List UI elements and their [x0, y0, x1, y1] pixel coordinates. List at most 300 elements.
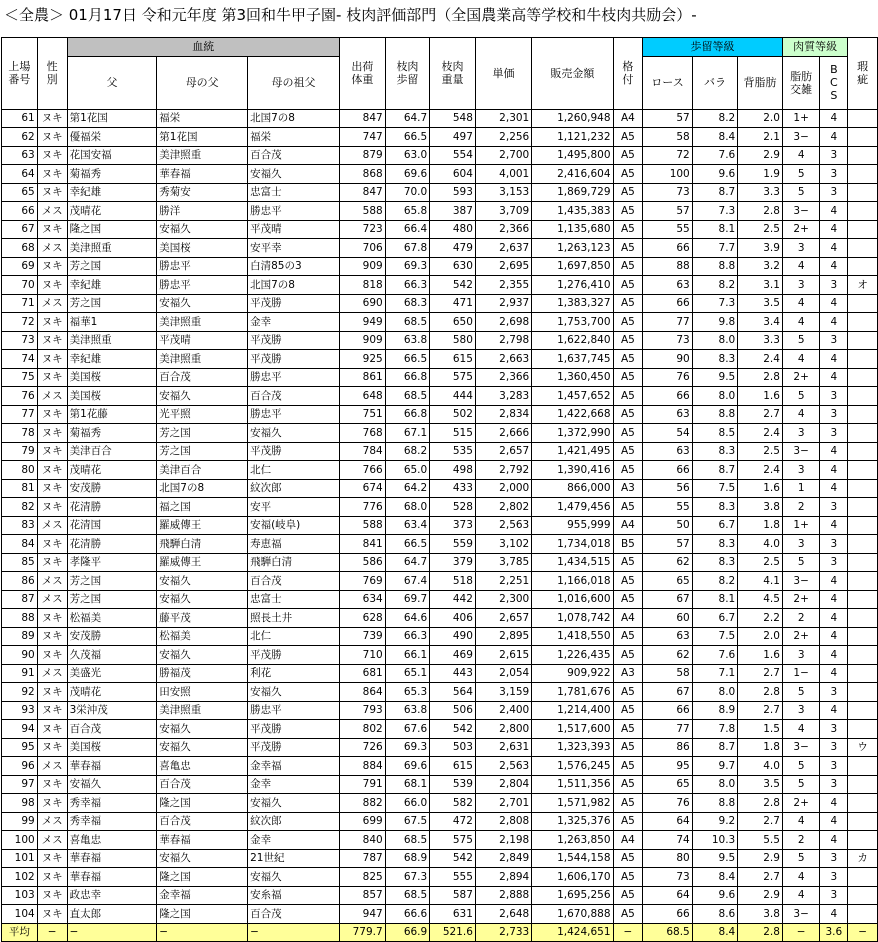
cell-grade: A5 — [613, 331, 643, 350]
header-bcs-label: B C S — [830, 63, 838, 102]
cell-defect — [848, 331, 878, 350]
cell-dam-sire: 喜亀忠 — [157, 757, 248, 776]
cell-ship-weight: 825 — [340, 868, 386, 887]
cell-defect — [848, 868, 878, 887]
cell-loin: 67 — [643, 683, 693, 702]
cell-bms: 3 — [782, 424, 820, 443]
cell-unit-price: 2,657 — [475, 609, 531, 628]
cell-rib: 8.1 — [692, 220, 737, 239]
cell-sex: ヌキ — [37, 775, 67, 794]
cell-grade: B5 — [613, 535, 643, 554]
cell-yield: 66.5 — [385, 128, 430, 147]
cell-sale-amount: 1,263,850 — [532, 831, 613, 850]
cell-unit-price: 2,808 — [475, 812, 531, 831]
cell-back-fat: 3.8 — [738, 905, 783, 924]
cell-yield: 64.6 — [385, 609, 430, 628]
cell-sex: ヌキ — [37, 553, 67, 572]
cell-bms: 1− — [782, 664, 820, 683]
cell-back-fat: 3.3 — [738, 183, 783, 202]
cell-unit-price: 2,798 — [475, 331, 531, 350]
cell-sale-amount: 909,922 — [532, 664, 613, 683]
cell-defect — [848, 627, 878, 646]
table-row — [2, 313, 878, 332]
cell-back-fat: 1.6 — [738, 646, 783, 665]
cell-back-fat: 4.0 — [738, 535, 783, 554]
cell-carcass-weight: 480 — [430, 220, 476, 239]
cell-sire: 美国桜 — [67, 738, 157, 757]
cell-unit-price: 2,251 — [475, 572, 531, 591]
cell-unit-price: 2,301 — [475, 109, 531, 128]
cell-sex: ヌキ — [37, 405, 67, 424]
cell-sire: 安茂勝 — [67, 479, 157, 498]
cell-bms: 3 — [782, 701, 820, 720]
cell-dam-sire: 美津照重 — [157, 313, 248, 332]
cell-dam-grandsire: 利花 — [248, 664, 340, 683]
cell-unit-price: 2,792 — [475, 461, 531, 480]
cell-dam-grandsire: 安福久 — [248, 868, 340, 887]
cell-dam-sire: 百合茂 — [157, 368, 248, 387]
cell-unit-price: 2,000 — [475, 479, 531, 498]
cell-yield: 66.1 — [385, 646, 430, 665]
cell-bcs: 3 — [820, 405, 848, 424]
table-body — [2, 109, 878, 941]
cell-sire: 菊福秀 — [67, 165, 157, 184]
cell-unit-price: 2,563 — [475, 516, 531, 535]
cell-ship-weight: 768 — [340, 424, 386, 443]
cell-unit-price: 2,849 — [475, 849, 531, 868]
cell-sale-amount: 1,695,256 — [532, 886, 613, 905]
cell-sex: メス — [37, 294, 67, 313]
cell-sex: メス — [37, 757, 67, 776]
cell-dam-sire: 華春福 — [157, 165, 248, 184]
cell-grade: A4 — [613, 516, 643, 535]
cell-dam-sire: 美津百合 — [157, 461, 248, 480]
header-dam-grandsire: 母の祖父 — [248, 56, 340, 109]
cell-rib: 8.8 — [692, 405, 737, 424]
cell-sex: − — [37, 923, 67, 941]
table-row — [2, 886, 878, 905]
cell-yield: 65.8 — [385, 202, 430, 221]
cell-ship-weight: 802 — [340, 720, 386, 739]
header-yield — [385, 38, 430, 110]
table-row — [2, 128, 878, 147]
cell-bcs: 3 — [820, 886, 848, 905]
cell-defect — [848, 905, 878, 924]
cell-sale-amount: 1,435,383 — [532, 202, 613, 221]
cell-ship-weight: 793 — [340, 701, 386, 720]
cell-dam-grandsire: 紋次郎 — [248, 812, 340, 831]
cell-dam-grandsire: 福栄 — [248, 128, 340, 147]
cell-bcs: 3 — [820, 757, 848, 776]
cell-lot: 84 — [2, 535, 38, 554]
cell-dam-grandsire: 忠富士 — [248, 590, 340, 609]
cell-back-fat: 2.2 — [738, 609, 783, 628]
cell-loin: 64 — [643, 886, 693, 905]
cell-ship-weight: 751 — [340, 405, 386, 424]
cell-defect — [848, 479, 878, 498]
cell-rib: 9.7 — [692, 757, 737, 776]
cell-dam-sire: 華春福 — [157, 831, 248, 850]
cell-sex: ヌキ — [37, 331, 67, 350]
table-row — [2, 868, 878, 887]
cell-ship-weight: 779.7 — [340, 923, 386, 941]
cell-ship-weight: 699 — [340, 812, 386, 831]
cell-sex: ヌキ — [37, 368, 67, 387]
cell-sex: メス — [37, 831, 67, 850]
cell-sire: 茂晴花 — [67, 461, 157, 480]
cell-grade: A5 — [613, 424, 643, 443]
cell-loin: 57 — [643, 109, 693, 128]
cell-ship-weight: 739 — [340, 627, 386, 646]
cell-dam-grandsire: 安福久 — [248, 794, 340, 813]
cell-lot: 78 — [2, 424, 38, 443]
cell-back-fat: 2.0 — [738, 627, 783, 646]
header-sex-label: 性 別 — [46, 60, 58, 87]
cell-bcs: 3 — [820, 498, 848, 517]
cell-yield: 69.6 — [385, 165, 430, 184]
cell-yield: 65.1 — [385, 664, 430, 683]
cell-bcs: 4 — [820, 479, 848, 498]
cell-sire: 美国桜 — [67, 368, 157, 387]
cell-carcass-weight: 433 — [430, 479, 476, 498]
cell-carcass-weight: 575 — [430, 368, 476, 387]
cell-yield: 65.0 — [385, 461, 430, 480]
cell-back-fat: 2.7 — [738, 405, 783, 424]
cell-grade: A5 — [613, 183, 643, 202]
cell-bcs: 4 — [820, 442, 848, 461]
cell-sire: 福華1 — [67, 313, 157, 332]
cell-bcs: 3.6 — [820, 923, 848, 941]
cell-lot: 87 — [2, 590, 38, 609]
header-lot-label: 上場 番号 — [8, 60, 31, 87]
table-row — [2, 442, 878, 461]
table-row — [2, 849, 878, 868]
cell-lot: 61 — [2, 109, 38, 128]
cell-loin: 80 — [643, 849, 693, 868]
cell-rib: 8.0 — [692, 387, 737, 406]
cell-back-fat: 4.0 — [738, 757, 783, 776]
cell-bcs: 4 — [820, 109, 848, 128]
cell-yield: 69.6 — [385, 757, 430, 776]
cell-carcass-weight: 548 — [430, 109, 476, 128]
cell-ship-weight: 747 — [340, 128, 386, 147]
cell-rib: 8.5 — [692, 424, 737, 443]
cell-lot: 100 — [2, 831, 38, 850]
cell-back-fat: 3.2 — [738, 257, 783, 276]
cell-unit-price: 3,283 — [475, 387, 531, 406]
cell-sire: 芳之国 — [67, 257, 157, 276]
cell-yield: 68.1 — [385, 775, 430, 794]
cell-yield: 63.4 — [385, 516, 430, 535]
cell-sale-amount: 1,263,123 — [532, 239, 613, 258]
cell-grade: A5 — [613, 313, 643, 332]
cell-bcs: 3 — [820, 276, 848, 295]
cell-sire: 花清勝 — [67, 498, 157, 517]
cell-yield: 64.2 — [385, 479, 430, 498]
cell-dam-sire: 福之国 — [157, 498, 248, 517]
cell-sex: メス — [37, 812, 67, 831]
header-loin: ロース — [643, 56, 693, 109]
cell-dam-grandsire: 平茂晴 — [248, 220, 340, 239]
table-row — [2, 831, 878, 850]
cell-dam-sire: 第1花国 — [157, 128, 248, 147]
cell-lot: 74 — [2, 350, 38, 369]
cell-rib: 8.4 — [692, 128, 737, 147]
table-row — [2, 257, 878, 276]
cell-lot: 104 — [2, 905, 38, 924]
cell-back-fat: 1.9 — [738, 165, 783, 184]
cell-carcass-weight: 593 — [430, 183, 476, 202]
cell-defect — [848, 387, 878, 406]
cell-dam-sire: 藤平茂 — [157, 609, 248, 628]
cell-ship-weight: 690 — [340, 294, 386, 313]
cell-lot: 80 — [2, 461, 38, 480]
cell-unit-price: 2,648 — [475, 905, 531, 924]
cell-grade: A5 — [613, 405, 643, 424]
cell-carcass-weight: 498 — [430, 461, 476, 480]
cell-dam-grandsire: 照長土井 — [248, 609, 340, 628]
cell-back-fat: 2.7 — [738, 812, 783, 831]
header-defect — [848, 38, 878, 110]
cell-dam-grandsire: 平茂勝 — [248, 720, 340, 739]
cell-lot: 86 — [2, 572, 38, 591]
cell-dam-grandsire: 平茂勝 — [248, 350, 340, 369]
header-rib: バラ — [692, 56, 737, 109]
cell-yield: 63.8 — [385, 331, 430, 350]
cell-dam-grandsire: 勝忠平 — [248, 405, 340, 424]
cell-yield: 68.5 — [385, 831, 430, 850]
cell-carcass-weight: 406 — [430, 609, 476, 628]
cell-sex: ヌキ — [37, 313, 67, 332]
cell-bcs: 4 — [820, 812, 848, 831]
cell-bms: 1+ — [782, 109, 820, 128]
cell-loin: 65 — [643, 572, 693, 591]
cell-ship-weight: 864 — [340, 683, 386, 702]
table-row — [2, 775, 878, 794]
header-yield-grade: 歩留等級 — [643, 38, 783, 57]
cell-bms: 3 — [782, 535, 820, 554]
header-meat-grade: 肉質等級 — [782, 38, 847, 57]
cell-carcass-weight: 518 — [430, 572, 476, 591]
cell-lot: 96 — [2, 757, 38, 776]
cell-grade: A5 — [613, 627, 643, 646]
cell-ship-weight: 857 — [340, 886, 386, 905]
cell-sire: 花国安福 — [67, 146, 157, 165]
cell-rib: 6.7 — [692, 516, 737, 535]
table-row — [2, 294, 878, 313]
cell-dam-grandsire: 勝忠平 — [248, 202, 340, 221]
cell-loin: 66 — [643, 239, 693, 258]
cell-ship-weight: 648 — [340, 387, 386, 406]
cell-carcass-weight: 615 — [430, 350, 476, 369]
cell-rib: 7.5 — [692, 627, 737, 646]
cell-bms: 3− — [782, 572, 820, 591]
cell-grade: A5 — [613, 128, 643, 147]
cell-bms: 2+ — [782, 590, 820, 609]
cell-ship-weight: 706 — [340, 239, 386, 258]
cell-back-fat: 1.5 — [738, 720, 783, 739]
cell-sire: 隆之国 — [67, 220, 157, 239]
cell-dam-grandsire: 百合茂 — [248, 905, 340, 924]
cell-ship-weight: 791 — [340, 775, 386, 794]
cell-bms: 5 — [782, 183, 820, 202]
cell-loin: 55 — [643, 220, 693, 239]
table-row — [2, 590, 878, 609]
cell-rib: 7.3 — [692, 294, 737, 313]
cell-lot: 94 — [2, 720, 38, 739]
cell-carcass-weight: 443 — [430, 664, 476, 683]
cell-rib: 8.8 — [692, 257, 737, 276]
cell-dam-sire: 安福久 — [157, 590, 248, 609]
cell-bms: 4 — [782, 405, 820, 424]
cell-dam-grandsire: 安福久 — [248, 683, 340, 702]
cell-sire: 久茂福 — [67, 646, 157, 665]
cell-ship-weight: 628 — [340, 609, 386, 628]
cell-bcs: 4 — [820, 202, 848, 221]
carcass-results-table — [1, 37, 878, 942]
cell-defect — [848, 516, 878, 535]
cell-lot: 91 — [2, 664, 38, 683]
cell-unit-price: 2,733 — [475, 923, 531, 941]
cell-sale-amount: 1,479,456 — [532, 498, 613, 517]
cell-lot: 68 — [2, 239, 38, 258]
cell-dam-sire: 美津照重 — [157, 350, 248, 369]
cell-dam-sire: 安福久 — [157, 387, 248, 406]
cell-bcs: 4 — [820, 831, 848, 850]
cell-bms: 2+ — [782, 627, 820, 646]
cell-grade: A5 — [613, 775, 643, 794]
cell-yield: 70.0 — [385, 183, 430, 202]
cell-defect — [848, 683, 878, 702]
cell-rib: 8.3 — [692, 553, 737, 572]
cell-sex: ヌキ — [37, 683, 67, 702]
cell-ship-weight: 847 — [340, 109, 386, 128]
cell-carcass-weight: 387 — [430, 202, 476, 221]
cell-unit-price: 2,701 — [475, 794, 531, 813]
cell-carcass-weight: 472 — [430, 812, 476, 831]
cell-sale-amount: 1,078,742 — [532, 609, 613, 628]
cell-back-fat: 2.0 — [738, 109, 783, 128]
cell-sale-amount: 1,781,676 — [532, 683, 613, 702]
cell-ship-weight: 674 — [340, 479, 386, 498]
cell-unit-price: 2,663 — [475, 350, 531, 369]
cell-dam-sire: 田安照 — [157, 683, 248, 702]
table-row — [2, 183, 878, 202]
cell-unit-price: 2,256 — [475, 128, 531, 147]
cell-bms: 3− — [782, 738, 820, 757]
header-carcass-weight-label: 枝肉 重量 — [441, 60, 464, 87]
cell-sire: 直太郎 — [67, 905, 157, 924]
header-yield-label: 枝肉 歩留 — [396, 60, 419, 87]
cell-bcs: 4 — [820, 350, 848, 369]
cell-rib: 8.3 — [692, 442, 737, 461]
cell-back-fat: 2.4 — [738, 424, 783, 443]
cell-grade: A4 — [613, 831, 643, 850]
cell-carcass-weight: 631 — [430, 905, 476, 924]
table-row — [2, 109, 878, 128]
cell-ship-weight: 769 — [340, 572, 386, 591]
cell-grade: A3 — [613, 664, 643, 683]
cell-bcs: 4 — [820, 368, 848, 387]
cell-ship-weight: 818 — [340, 276, 386, 295]
cell-defect — [848, 664, 878, 683]
cell-bcs: 3 — [820, 553, 848, 572]
cell-defect — [848, 294, 878, 313]
cell-sire: 華春福 — [67, 757, 157, 776]
cell-carcass-weight: 535 — [430, 442, 476, 461]
cell-sire: 茂晴花 — [67, 202, 157, 221]
cell-sale-amount: 1,260,948 — [532, 109, 613, 128]
cell-unit-price: 2,804 — [475, 775, 531, 794]
cell-grade: A5 — [613, 294, 643, 313]
cell-rib: 7.8 — [692, 720, 737, 739]
cell-dam-grandsire: 金幸福 — [248, 757, 340, 776]
cell-sale-amount: 1,622,840 — [532, 331, 613, 350]
cell-rib: 8.7 — [692, 738, 737, 757]
cell-ship-weight: 879 — [340, 146, 386, 165]
cell-bcs: 4 — [820, 627, 848, 646]
cell-unit-price: 2,800 — [475, 720, 531, 739]
cell-dam-sire: 松福美 — [157, 627, 248, 646]
cell-carcass-weight: 542 — [430, 849, 476, 868]
cell-ship-weight: 588 — [340, 516, 386, 535]
cell-back-fat: 2.8 — [738, 202, 783, 221]
cell-loin: 73 — [643, 868, 693, 887]
cell-sex: ヌキ — [37, 479, 67, 498]
cell-grade: A5 — [613, 146, 643, 165]
cell-yield: 68.3 — [385, 294, 430, 313]
cell-bcs: 3 — [820, 535, 848, 554]
cell-unit-price: 2,300 — [475, 590, 531, 609]
cell-sale-amount: 866,000 — [532, 479, 613, 498]
cell-sale-amount: 1,734,018 — [532, 535, 613, 554]
table-row — [2, 276, 878, 295]
cell-carcass-weight: 542 — [430, 276, 476, 295]
cell-bcs: 4 — [820, 664, 848, 683]
cell-grade: A5 — [613, 220, 643, 239]
cell-dam-sire: 北国7の8 — [157, 479, 248, 498]
cell-bcs: 3 — [820, 183, 848, 202]
cell-sex: ヌキ — [37, 886, 67, 905]
cell-dam-sire: 芳之国 — [157, 442, 248, 461]
cell-sale-amount: 1,511,356 — [532, 775, 613, 794]
cell-ship-weight: 909 — [340, 331, 386, 350]
cell-sale-amount: 1,637,745 — [532, 350, 613, 369]
cell-unit-price: 2,355 — [475, 276, 531, 295]
cell-yield: 69.3 — [385, 738, 430, 757]
cell-dam-sire: 美津照重 — [157, 701, 248, 720]
cell-sex: ヌキ — [37, 905, 67, 924]
cell-rib: 8.7 — [692, 461, 737, 480]
table-row — [2, 572, 878, 591]
cell-bms: 3 — [782, 239, 820, 258]
cell-defect — [848, 498, 878, 517]
cell-carcass-weight: 497 — [430, 128, 476, 147]
cell-back-fat: 2.7 — [738, 701, 783, 720]
cell-bms: 1+ — [782, 516, 820, 535]
cell-dam-sire: 芳之国 — [157, 424, 248, 443]
cell-dam-sire: 平茂晴 — [157, 331, 248, 350]
cell-sale-amount: 1,606,170 — [532, 868, 613, 887]
cell-ship-weight: 784 — [340, 442, 386, 461]
cell-sire: 茂晴花 — [67, 683, 157, 702]
cell-loin: 100 — [643, 165, 693, 184]
cell-rib: 8.4 — [692, 923, 737, 941]
cell-unit-price: 2,888 — [475, 886, 531, 905]
cell-grade: A5 — [613, 350, 643, 369]
cell-carcass-weight: 580 — [430, 331, 476, 350]
cell-lot: 76 — [2, 387, 38, 406]
